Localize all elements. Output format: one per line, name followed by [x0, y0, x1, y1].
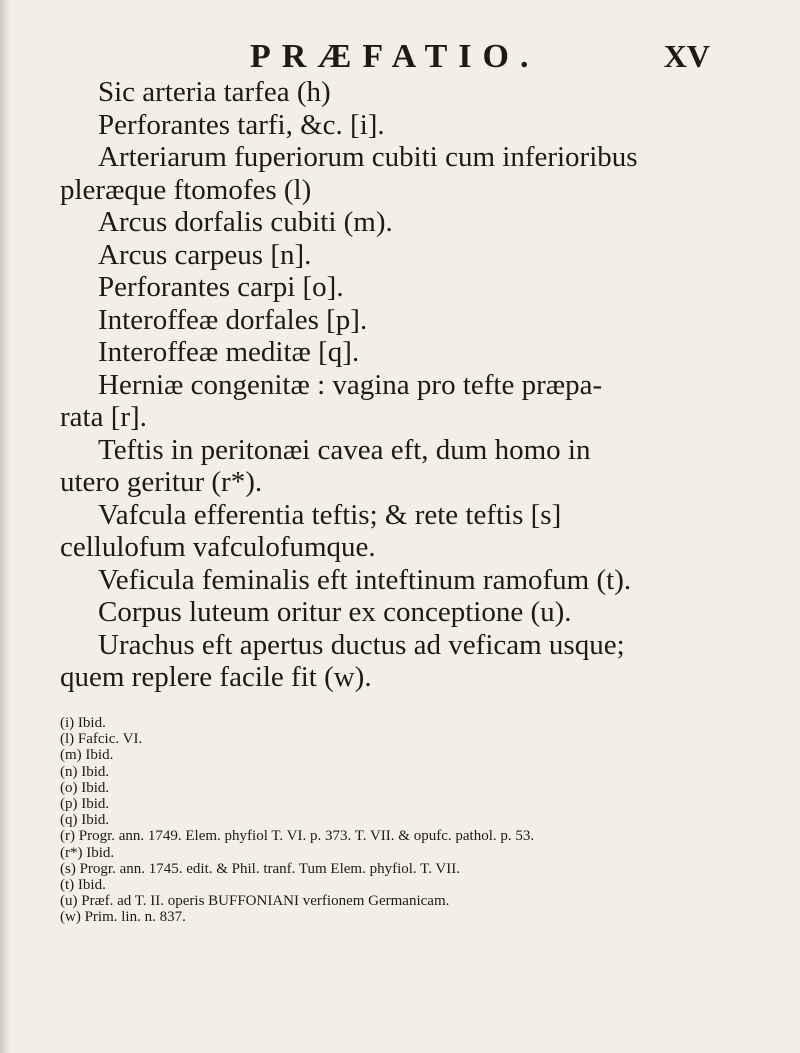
footnote: (s) Progr. ann. 1745. edit. & Phil. tranf. Tum Elem. phyfiol. T. VII. — [60, 860, 460, 877]
footnote: (r) Progr. ann. 1749. Elem. phyfiol T. VI. p. 373. T. VII. & opufc. pathol. p. 53. — [60, 828, 535, 845]
text-line: Perforantes tarfi, &c. [i]. — [98, 108, 385, 141]
footnote: (q) Ibid. — [60, 812, 110, 829]
footnote: (p) Ibid. — [60, 796, 110, 813]
footnote: (u) Præf. ad T. II. operis BUFFONIANI verfionem Germanicam. — [60, 893, 450, 910]
text-line: quem replere facile fit (w). — [60, 661, 372, 693]
header-title: PRÆFATIO. — [250, 38, 540, 75]
footnote: (i) Ibid. — [60, 715, 106, 731]
text-line: Herniæ congenitæ : vagina pro tefte præpa- — [98, 368, 603, 401]
text-line: Veficula feminalis eft inteftinum ramofum (t). — [98, 563, 632, 596]
main-text — [60, 76, 760, 694]
footnote: (w) Prim. lin. n. 837. — [60, 909, 186, 926]
text-line: Teftis in peritonæi cavea eft, dum homo in — [98, 433, 591, 466]
footnote: (n) Ibid. — [60, 763, 110, 780]
footnote: (r*) Ibid. — [60, 844, 115, 861]
footnote: (t) Ibid. — [60, 877, 106, 894]
page-binding-edge — [0, 0, 10, 1053]
text-line: Corpus luteum oritur ex conceptione (u). — [98, 596, 572, 628]
footnote: (m) Ibid. — [60, 747, 114, 764]
text-line: Vafcula efferentia teftis; & rete teftis [s] — [98, 498, 562, 531]
text-line: Interoffeæ dorfales [p]. — [98, 303, 368, 336]
footnotes — [60, 715, 760, 926]
text-line: Urachus eft apertus ductus ad veficam usque; — [98, 628, 625, 661]
footnote: (o) Ibid. — [60, 779, 110, 796]
text-line: Arteriarum fuperiorum cubiti cum inferioribus — [98, 141, 638, 173]
text-line: Sic arteria tarfea (h) — [98, 76, 331, 108]
footnote: (l) Fafcic. VI. — [60, 731, 143, 748]
text-line: pleræque ftomofes (l) — [60, 173, 312, 206]
text-line: Arcus dorfalis cubiti (m). — [98, 206, 393, 238]
text-line: Interoffeæ meditæ [q]. — [98, 336, 360, 368]
text-line: utero geritur (r*). — [60, 466, 263, 498]
page-number: XV — [663, 38, 710, 74]
text-line: cellulofum vafculofumque. — [60, 531, 376, 563]
text-line: Perforantes carpi [o]. — [98, 271, 344, 303]
text-line: Arcus carpeus [n]. — [98, 238, 312, 271]
text-line: rata [r]. — [60, 401, 147, 433]
